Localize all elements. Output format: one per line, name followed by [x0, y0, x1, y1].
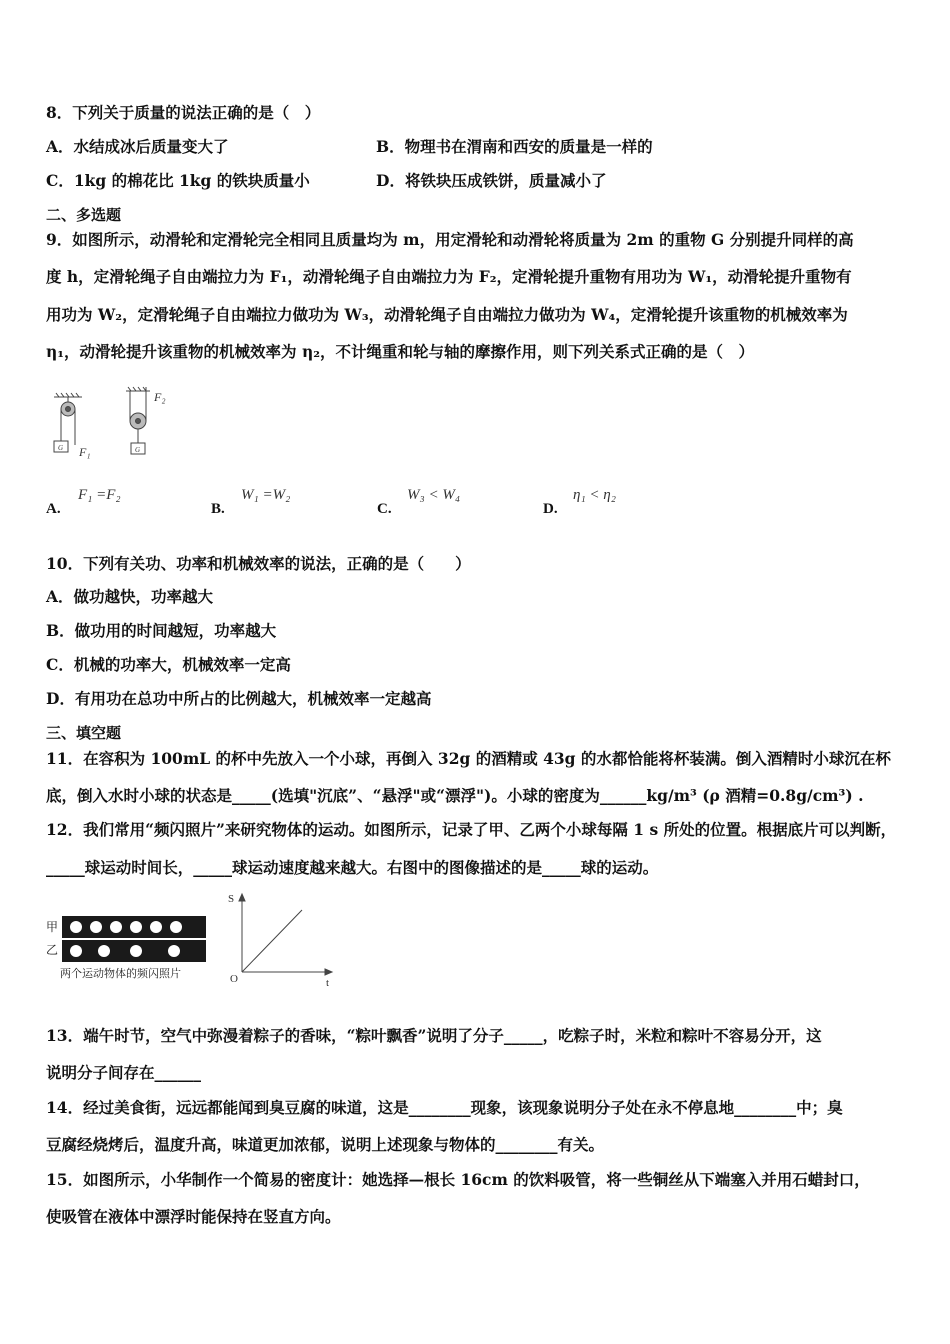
force-f1-label: F₁ — [79, 445, 91, 459]
q9-option-b-label: B. — [211, 501, 225, 517]
label-yi: 乙 — [46, 943, 59, 957]
q9-line-2: 度 h，定滑轮绳子自由端拉力为 F₁，动滑轮绳子自由端拉力为 F₂，定滑轮提升重物有用功为 W₁，动滑轮提升重物有 — [46, 267, 852, 286]
q11-line-2: 底，倒入水时小球的状态是_____(选填"沉底”、“悬浮"或“漂浮")。小球的密度为______kg/m³ (ρ 酒精=0.8g/cm³) . — [46, 786, 864, 805]
q9-line-4: η₁，动滑轮提升该重物的机械效率为 η₂，不计绳重和轮与轴的摩擦作用，则下列关系式正确的是（ ） — [46, 342, 755, 361]
label-jia: 甲 — [46, 920, 59, 934]
q13-line-2: 说明分子间存在______ — [46, 1063, 202, 1082]
q12-line-1: 12．我们常用“频闪照片”来研究物体的运动。如图所示，记录了甲、乙两个小球每隔 1 s 所处的位置。根据底片可以判断， — [46, 820, 897, 839]
q9-line-3: 用功为 W₂，定滑轮绳子自由端拉力做功为 W₃，动滑轮绳子自由端拉力做功为 W₄，定滑轮提升该重物的机械效率为 — [46, 305, 848, 324]
pulley-figure — [46, 385, 186, 465]
q14-line-1: 14．经过美食街，远远都能闻到臭豆腐的味道，这是________现象，该现象说明分子处在永不停息地________中；臭 — [46, 1098, 843, 1117]
strobe-photo-figure — [46, 890, 216, 985]
axis-t-label: t — [326, 977, 330, 988]
q9-option-a-expr: F₁ =F₂ — [78, 487, 121, 503]
q9-line-1: 9．如图所示，动滑轮和定滑轮完全相同且质量均为 m，用定滑轮和动滑轮将质量为 2m 的重物 G 分别提升同样的高 — [46, 230, 854, 249]
movable-pulley-weight-label: G — [135, 446, 141, 454]
movable-pulley — [126, 387, 150, 454]
q9-option-a-label: A. — [46, 501, 61, 517]
q10-option-b[interactable]: B．做功用的时间越短，功率越大 — [46, 621, 277, 640]
q9-option-d-label: D. — [543, 501, 558, 517]
fixed-pulley-weight-label: G — [58, 444, 64, 452]
q14-line-2: 豆腐经烧烤后，温度升高，味道更加浓郁，说明上述现象与物体的________有关。 — [46, 1135, 605, 1154]
q10-stem: 10．下列有关功、功率和机械效率的说法，正确的是（ ） — [46, 554, 471, 573]
q10-option-a[interactable]: A．做功越快，功率越大 — [46, 587, 214, 606]
q8-stem: 8．下列关于质量的说法正确的是（ ） — [46, 103, 321, 122]
q9-option-d[interactable] — [543, 487, 673, 523]
strobe-caption: 两个运动物体的频闪照片 — [60, 968, 181, 980]
q15-line-1: 15．如图所示，小华制作一个简易的密度计：她选择—根长 16cm 的饮料吸管，将一些铜丝从下端塞入并用石蜡封口， — [46, 1170, 870, 1189]
q9-option-b[interactable] — [211, 487, 341, 523]
q9-option-b-expr: W₁ =W₂ — [241, 487, 291, 503]
q8-option-c[interactable]: C．1kg 的棉花比 1kg 的铁块质量小 — [46, 171, 310, 190]
q9-option-c-expr: W₃ < W₄ — [407, 487, 461, 503]
q9-option-c[interactable] — [377, 487, 507, 523]
axis-origin-label: O — [230, 973, 238, 985]
q8-option-a[interactable]: A．水结成冰后质量变大了 — [46, 137, 229, 156]
s-t-graph — [222, 888, 342, 988]
section-fill-in-blank: 三、填空题 — [46, 724, 122, 742]
q10-option-d[interactable]: D．有用功在总功中所占的比例越大，机械效率一定越高 — [46, 689, 432, 708]
q9-option-a[interactable] — [46, 487, 176, 523]
q8-option-d[interactable]: D．将铁块压成铁饼，质量减小了 — [376, 171, 607, 190]
q10-option-c[interactable]: C．机械的功率大，机械效率一定高 — [46, 655, 291, 674]
q11-line-1: 11．在容积为 100mL 的杯中先放入一个小球，再倒入 32g 的酒精或 43g 的水都恰能将杯装满。倒入酒精时小球沉在杯 — [46, 749, 891, 768]
q12-line-2: _____球运动时间长，_____球运动速度越来越大。右图中的图像描述的是_____球的运动。 — [46, 858, 659, 877]
q9-option-c-label: C. — [377, 501, 392, 517]
q15-line-2: 使吸管在液体中漂浮时能保持在竖直方向。 — [46, 1207, 341, 1226]
q9-option-d-expr: η₁ < η₂ — [573, 487, 616, 503]
axis-s-label: S — [228, 893, 235, 905]
q8-option-b[interactable]: B．物理书在渭南和西安的质量是一样的 — [376, 137, 653, 156]
q13-line-1: 13．端午时节，空气中弥漫着粽子的香味，“粽叶飘香”说明了分子_____，吃粽子时，米粒和粽叶不容易分开，这 — [46, 1026, 822, 1045]
section-multiple-choice: 二、多选题 — [46, 206, 122, 224]
force-f2-label: F₂ — [154, 390, 166, 404]
